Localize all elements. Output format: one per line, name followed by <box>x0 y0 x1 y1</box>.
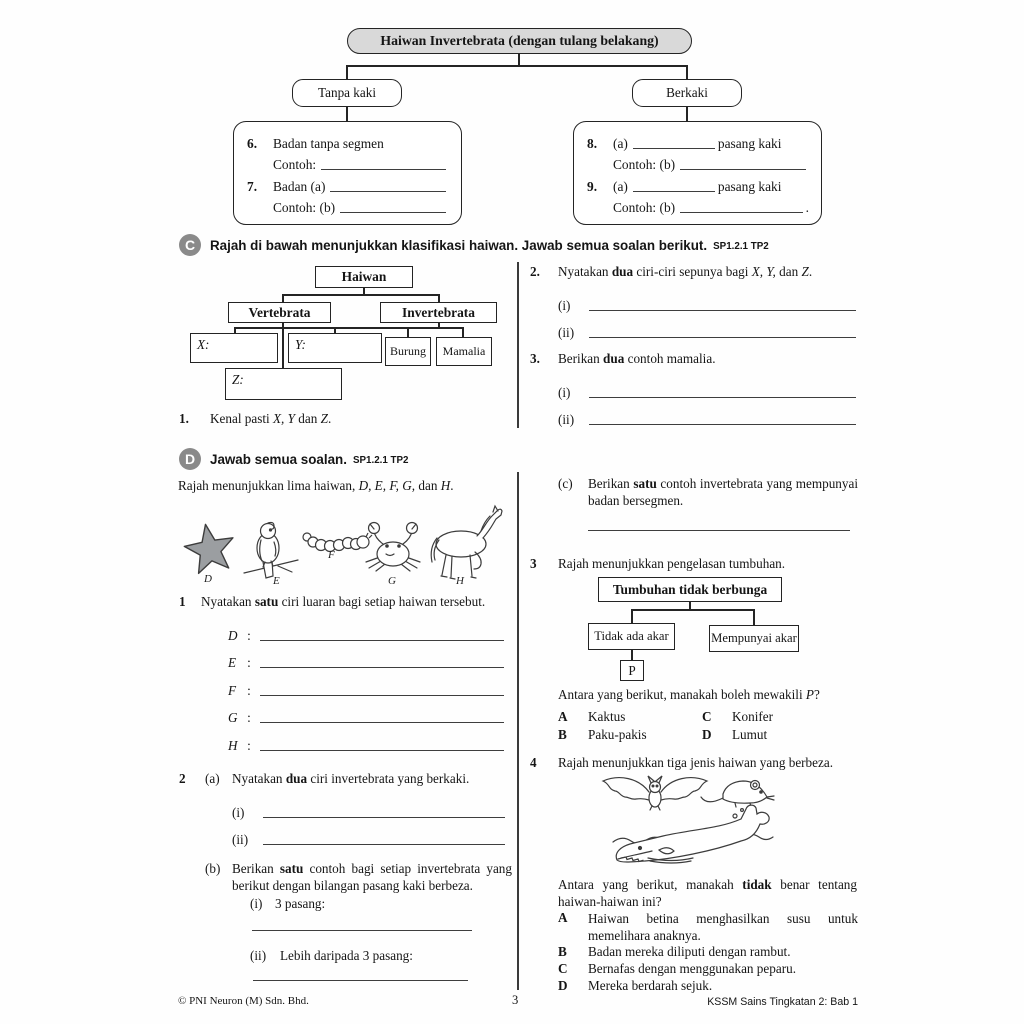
answer-label: (ii) <box>558 325 575 340</box>
answer-blank <box>589 424 856 425</box>
d-question-3 <box>530 556 860 572</box>
diagram-node-mempunyai-akar <box>709 625 799 652</box>
colon: : <box>247 682 251 698</box>
intro-text: Rajah menunjukkan lima haiwan, D, E, F, G, dan H. <box>178 478 454 493</box>
option-key: C <box>702 709 712 724</box>
berkaki-items-box <box>573 121 822 225</box>
option-text: Haiwan betina menghasilkan susu untuk memelihara anaknya. <box>588 911 858 944</box>
section-d-badge: D <box>179 448 201 470</box>
question-number: 2. <box>530 264 540 279</box>
answer-blank <box>263 844 505 845</box>
node-label: Z: <box>232 372 244 387</box>
c-question-1 <box>179 411 509 427</box>
question-number: 3 <box>530 556 537 571</box>
question-text: Berikan dua contoh mamalia. <box>558 351 716 366</box>
connector-line <box>282 294 440 296</box>
option-text: Bernafas dengan menggunakan peparu. <box>588 961 796 977</box>
item-text: (a) <box>613 135 628 151</box>
c-question-2 <box>530 264 859 341</box>
part-label: (a) <box>205 771 220 786</box>
node-label: Mempunyai akar <box>711 631 797 645</box>
d-intro <box>178 478 508 494</box>
node-label: Tidak ada akar <box>594 629 669 643</box>
option-key: D <box>702 726 712 742</box>
diagram-node-burung <box>385 337 431 366</box>
contoh-label: Contoh: (b) <box>613 157 676 172</box>
branch-tanpa-kaki-label: Tanpa kaki <box>317 85 377 100</box>
connector-line <box>631 609 633 623</box>
answer-blank <box>260 695 504 696</box>
connector-line <box>686 65 688 79</box>
section-c-header <box>179 234 769 256</box>
item-suffix: pasang kaki <box>717 178 782 194</box>
option-key: D <box>558 977 568 993</box>
item-9 <box>587 173 809 195</box>
answer-text: Lebih daripada 3 pasang: <box>280 948 413 963</box>
flowchart-title: Haiwan Invertebrata (dengan tulang belakang) <box>380 33 659 48</box>
question-text: Berikan satu contoh invertebrata yang mempunyai badan bersegmen. <box>588 476 858 509</box>
connector-line <box>346 65 688 67</box>
node-label: Invertebrata <box>402 304 475 320</box>
item-text: Badan tanpa segmen <box>273 135 384 151</box>
answer-line <box>179 644 507 672</box>
flowchart-title-box <box>347 28 692 54</box>
item-7 <box>247 173 449 195</box>
answer-label: (i) <box>250 896 263 911</box>
option-key: B <box>558 944 567 960</box>
option-row <box>558 978 858 995</box>
crab-image <box>366 523 420 572</box>
item-7-contoh <box>247 195 449 217</box>
question-text: Antara yang berikut, manakah tidak benar tentang haiwan-haiwan ini? <box>558 877 857 910</box>
option-text: Konifer <box>732 709 774 724</box>
answer-label: (ii) <box>232 832 249 847</box>
footer-book-title: KSSM Sains Tingkatan 2: Bab 1 <box>707 996 858 1008</box>
item-suffix: pasang kaki <box>717 135 782 151</box>
d-question-4-prompt <box>558 876 857 910</box>
connector-line <box>346 65 348 79</box>
d-question-2b <box>205 860 512 894</box>
answer-line <box>232 794 508 821</box>
footer-page-number: 3 <box>512 993 519 1007</box>
answer-blank <box>633 148 715 149</box>
colon: : <box>247 655 251 671</box>
answer-line <box>558 314 859 341</box>
option-text: Mereka berdarah sejuk. <box>588 977 713 993</box>
option-key: C <box>558 961 568 977</box>
answer-label: F <box>228 682 237 698</box>
d-question-4-options <box>558 910 858 995</box>
answer-blank <box>263 817 505 818</box>
parrot-image <box>244 522 298 578</box>
answer-blank <box>321 169 446 170</box>
question-number: 3. <box>530 351 540 366</box>
section-d-code: SP1.2.1 TP2 <box>352 455 409 466</box>
answer-label: G <box>228 710 238 726</box>
diagram-node-haiwan <box>315 266 413 288</box>
diagram-node-y <box>288 333 382 363</box>
item-8 <box>587 130 809 152</box>
branch-tanpa-kaki <box>292 79 402 107</box>
option-key: B <box>558 726 567 742</box>
column-divider <box>517 262 519 428</box>
answer-blank <box>680 212 803 213</box>
answer-line <box>179 726 507 754</box>
question-number: 2 <box>179 771 186 786</box>
d-question-2a <box>179 771 508 848</box>
d-question-3-options <box>558 709 860 744</box>
option-row <box>558 961 858 978</box>
answer-label: H <box>228 737 238 753</box>
d-question-4 <box>530 755 860 771</box>
answer-blank <box>589 397 856 398</box>
answer-line <box>558 374 859 401</box>
section-c-code: SP1.2.1 TP2 <box>713 241 769 252</box>
part-label: (b) <box>205 861 221 876</box>
part-label: (c) <box>558 476 573 491</box>
diagram-node-x <box>190 333 278 363</box>
diagram-node-tidak-ada-akar <box>588 623 675 650</box>
c-question-3 <box>530 351 859 428</box>
answer-label: D <box>228 627 238 643</box>
question-text: Rajah menunjukkan tiga jenis haiwan yang berbeza. <box>558 755 834 770</box>
answer-blank <box>589 337 856 338</box>
answer-line <box>179 671 507 699</box>
question-text: Kenal pasti X, Y dan Z. <box>210 411 332 426</box>
starfish-image <box>181 520 238 575</box>
question-text: Nyatakan dua ciri invertebrata yang berkaki. <box>232 771 470 786</box>
option-text: Paku-pakis <box>588 726 647 742</box>
section-d-header <box>179 448 409 470</box>
node-label: Burung <box>390 344 426 358</box>
connector-line <box>753 609 755 625</box>
answer-blank <box>260 750 504 751</box>
answer-line <box>179 699 507 727</box>
options-row <box>558 709 860 727</box>
option-key: A <box>558 910 568 925</box>
section-c-title: Rajah di bawah menunjukkan klasifikasi haiwan. Jawab semua soalan berikut. <box>210 237 708 253</box>
question-number: 1. <box>179 411 189 426</box>
answer-blank <box>260 640 504 641</box>
answer-line <box>179 616 507 644</box>
diagram-node-p <box>620 660 644 681</box>
item-6-contoh <box>247 152 449 174</box>
answer-label: (ii) <box>558 412 575 427</box>
diagram-node-z <box>225 368 342 400</box>
question-text: Antara yang berikut, manakah boleh mewakili P? <box>558 687 820 702</box>
answer-blank <box>253 958 468 981</box>
answer-line <box>558 401 859 428</box>
diagram-node-tumbuhan <box>598 577 782 602</box>
d-question-3-prompt <box>558 687 860 703</box>
item-number: 9. <box>587 178 598 194</box>
option-text: Lumut <box>732 726 768 742</box>
tanpa-kaki-items-box <box>233 121 462 225</box>
answer-line <box>232 821 508 848</box>
animal-label-f: F <box>328 549 335 561</box>
connector-line <box>346 107 348 121</box>
animal-label-d: D <box>204 573 212 585</box>
footer-copyright: © PNI Neuron (M) Sdn. Bhd. <box>178 995 309 1007</box>
column-divider <box>517 472 519 990</box>
branch-berkaki <box>632 79 742 107</box>
animal-label-g: G <box>388 575 396 587</box>
item-text: (a) <box>613 178 628 194</box>
contoh-label: Contoh: (b) <box>273 200 336 215</box>
option-row <box>558 944 858 961</box>
node-label: P <box>628 662 636 678</box>
caterpillar-image <box>303 533 372 552</box>
item-8-contoh <box>587 152 809 174</box>
animal-label-h: H <box>456 575 464 587</box>
branch-berkaki-label: Berkaki <box>666 85 708 100</box>
question-number: 1 <box>179 594 186 609</box>
connector-line <box>282 323 284 368</box>
question-number: 4 <box>530 755 537 770</box>
answer-blank <box>589 310 856 311</box>
answer-label: (i) <box>558 385 571 400</box>
answer-line <box>558 287 859 314</box>
item-number: 7. <box>247 178 258 194</box>
connector-line <box>234 327 463 329</box>
item-6 <box>247 130 449 152</box>
answer-blank <box>330 191 446 192</box>
option-key: A <box>558 709 568 724</box>
colon: : <box>247 627 251 643</box>
contoh-label: Contoh: <box>273 157 317 172</box>
question-text: Nyatakan satu ciri luaran bagi setiap haiwan tersebut. <box>201 594 486 609</box>
answer-label: E <box>228 655 237 671</box>
item-text: Badan (a) <box>273 178 326 194</box>
answer-blank <box>588 508 850 531</box>
diagram-node-vertebrata <box>228 302 331 323</box>
node-label: Y: <box>295 337 306 352</box>
question-text: Berikan satu contoh bagi setiap invertebrata yang berikut dengan bilangan pasang kaki berbeza. <box>232 861 512 894</box>
diagram-node-invertebrata <box>380 302 497 323</box>
answer-label: (i) <box>232 805 245 820</box>
node-label: Mamalia <box>442 344 486 358</box>
contoh-label: Contoh: (b) <box>613 200 676 215</box>
answer-blank <box>260 667 504 668</box>
item-9-contoh <box>587 195 809 217</box>
d-question-1 <box>179 594 507 754</box>
period: . <box>805 200 809 215</box>
section-d-title: Jawab semua soalan. <box>210 451 347 467</box>
answer-blank <box>260 722 504 723</box>
option-text: Badan mereka diliputi dengan rambut. <box>588 944 791 960</box>
colon: : <box>247 710 251 726</box>
item-number: 8. <box>587 135 598 151</box>
d-question-2c <box>558 475 860 509</box>
answer-blank <box>633 191 715 192</box>
rat-image <box>701 781 774 808</box>
horse-image <box>431 506 502 579</box>
answer-blank <box>340 212 446 213</box>
option-text: Kaktus <box>588 709 626 724</box>
connector-line <box>686 107 688 121</box>
node-label: Haiwan <box>341 269 387 284</box>
item-number: 6. <box>247 135 258 151</box>
answer-blank <box>680 169 806 170</box>
colon: : <box>247 737 251 753</box>
question-text: Nyatakan dua ciri-ciri sepunya bagi X, Y, dan Z. <box>558 264 813 279</box>
animal-label-e: E <box>273 575 280 587</box>
question-text: Rajah menunjukkan pengelasan tumbuhan. <box>558 556 786 571</box>
section-c-badge: C <box>179 234 201 256</box>
answer-text: 3 pasang: <box>275 896 326 911</box>
three-animals-figure <box>555 772 800 874</box>
option-row <box>558 910 858 944</box>
connector-line <box>438 323 440 328</box>
five-animals-figure <box>180 500 505 588</box>
options-row <box>558 727 860 745</box>
answer-blank <box>252 908 472 931</box>
node-label: Vertebrata <box>248 304 311 320</box>
node-label: X: <box>197 337 210 352</box>
diagram-node-mamalia <box>436 337 492 366</box>
connector-line <box>631 650 633 660</box>
answer-label: (ii) <box>250 948 267 963</box>
answer-label: (i) <box>558 298 571 313</box>
node-label: Tumbuhan tidak berbunga <box>612 581 768 597</box>
connector-line <box>631 609 754 611</box>
bat-image <box>603 776 707 810</box>
whale-image <box>613 805 773 863</box>
